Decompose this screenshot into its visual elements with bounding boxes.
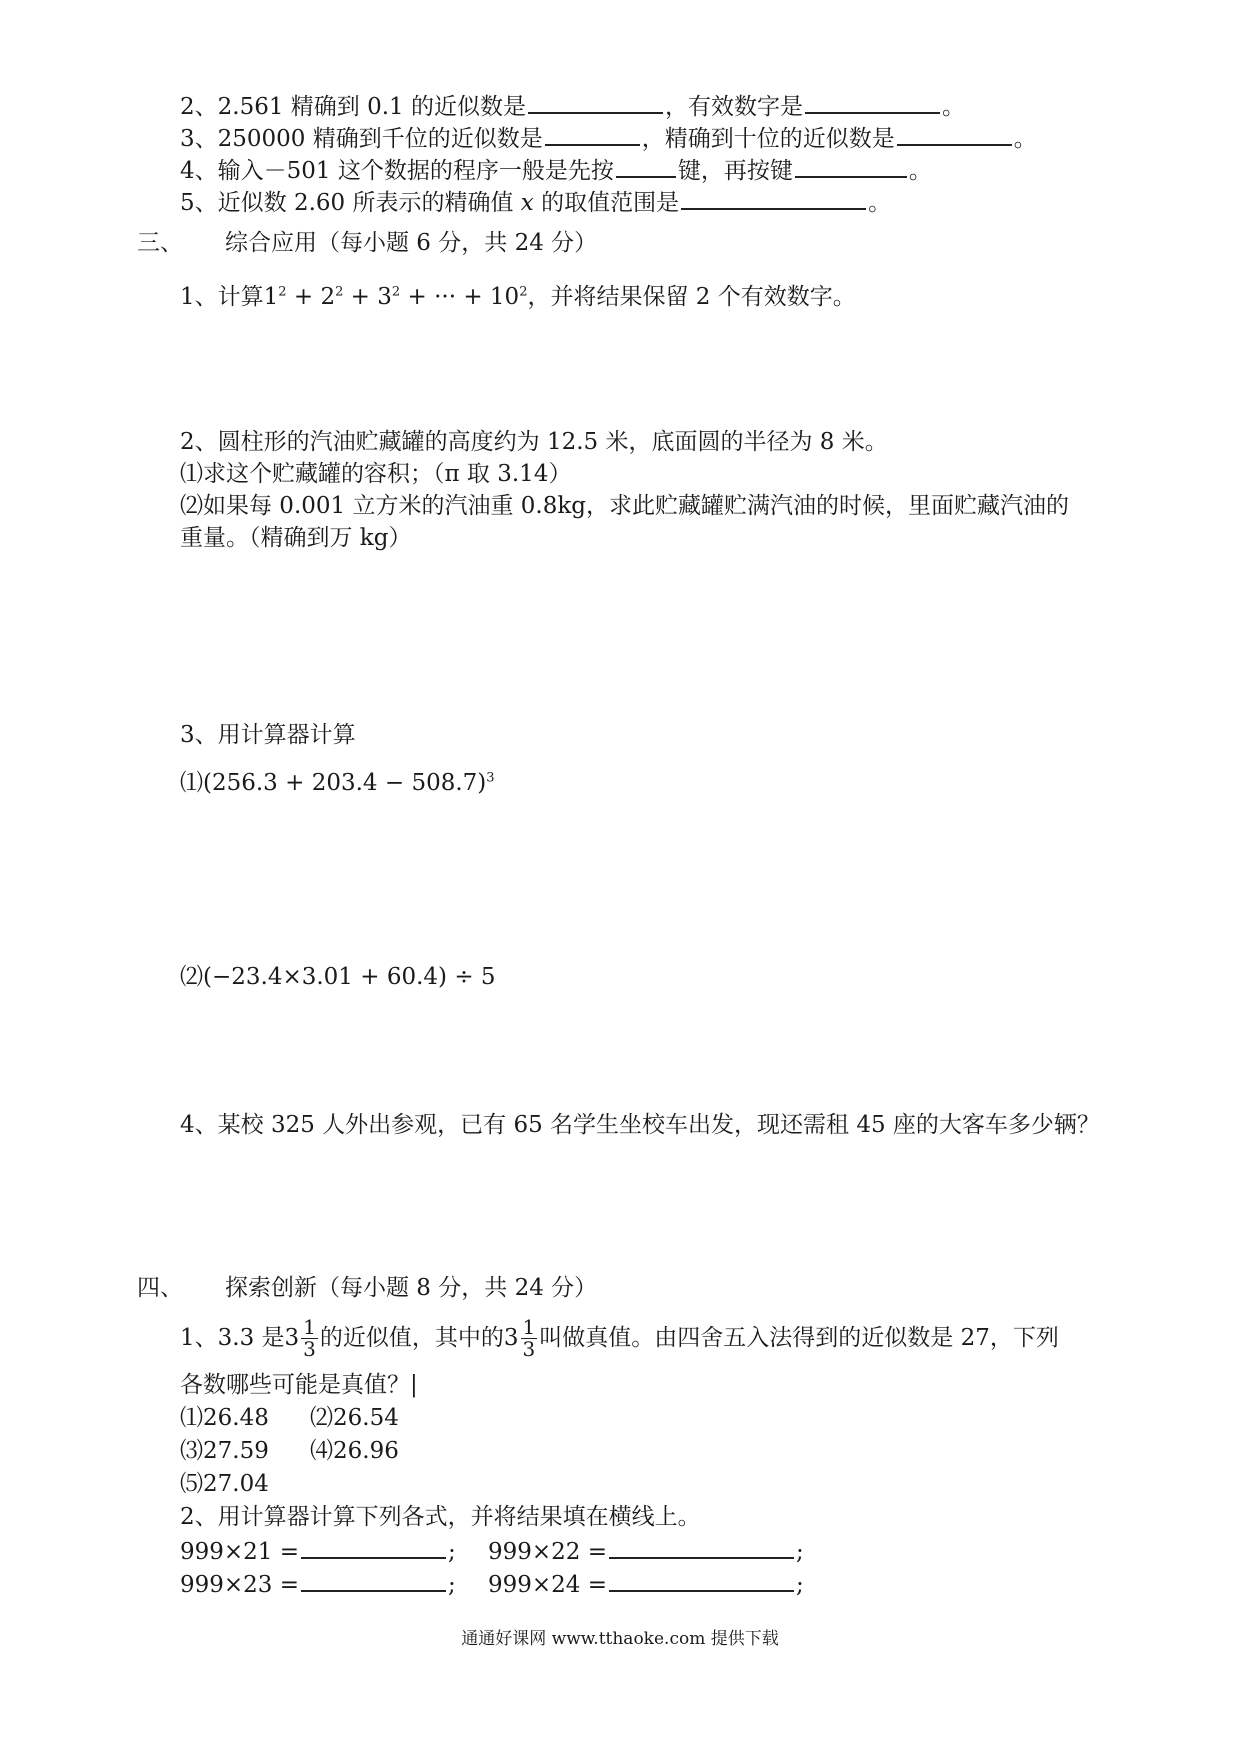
options-row-3: [180, 1469, 269, 1499]
question-text: 1、3.3 是: [180, 1325, 285, 1351]
question-text: ，精确到十位的近似数是: [641, 126, 895, 152]
exponent: 2: [278, 284, 287, 300]
numerator: 1: [522, 1314, 536, 1339]
section-title: 综合应用（每小题 6 分，共 24 分）: [225, 230, 598, 256]
exponent: 2: [391, 284, 401, 300]
question-text: 2、2.561 精确到 0.1 的近似数是: [180, 94, 526, 120]
section-title: 探索创新（每小题 8 分，共 24 分）: [225, 1275, 598, 1301]
expr-term: 1: [263, 284, 279, 310]
fill-question-2: [180, 90, 965, 122]
calc-row-2b: [488, 1568, 804, 1600]
expr-term: + ··· + 10: [400, 284, 520, 310]
question-text: ，并将结果保留 2 个有效数字。: [527, 284, 856, 310]
exponent: 3: [486, 770, 495, 786]
question-text: 4、输入－501 这个数据的程序一般是先按: [180, 158, 614, 184]
section-3-question-2-line-1: 2、圆柱形的汽油贮藏罐的高度约为 12.5 米，底面圆的半径为 8 米。: [180, 429, 888, 455]
fill-question-5: [180, 186, 891, 218]
section-3-question-2-line-3: ⑵如果每 0.001 立方米的汽油重 0.8kg，求此贮藏罐贮满汽油的时候，里面贮藏汽油的: [180, 493, 1070, 519]
section-number: 三、: [137, 230, 183, 256]
option-5: ⑸27.04: [180, 1471, 269, 1497]
calc-row-1b: [488, 1535, 804, 1567]
section-number: 四、: [137, 1275, 183, 1301]
answer-blank[interactable]: [795, 154, 907, 178]
question-text: 键，再按键: [677, 158, 793, 184]
section-3-question-1: [180, 282, 856, 312]
fraction: [521, 1314, 538, 1361]
option-2: ⑵26.54: [310, 1405, 399, 1431]
answer-blank[interactable]: [545, 122, 640, 146]
fraction: [301, 1314, 318, 1361]
variable-x: x: [520, 190, 534, 216]
math-expression: ⑴(256.3 + 203.4 − 508.7): [180, 770, 487, 796]
question-text: 5、近似数 2.60 所表示的精确值: [180, 190, 514, 216]
question-text: 叫做真值。由四舍五入法得到的近似数是 27，下列: [539, 1325, 1059, 1351]
mixed-number: [285, 1316, 320, 1360]
numerator: 1: [303, 1314, 316, 1339]
denominator: 3: [303, 1336, 316, 1361]
exponent: 2: [519, 284, 528, 300]
answer-blank[interactable]: [616, 154, 676, 178]
separator: ;: [796, 1539, 804, 1565]
period: 。: [942, 94, 965, 120]
section-3-question-3-sub-2: ⑵(−23.4×3.01 + 60.4) ÷ 5: [180, 964, 496, 990]
answer-blank[interactable]: [528, 90, 663, 114]
section-4-question-2-title: 2、用计算器计算下列各式，并将结果填在横线上。: [180, 1504, 701, 1530]
section-3-question-2-line-2: ⑴求这个贮藏罐的容积；（π 取 3.14）: [180, 461, 572, 487]
options-row-2: [180, 1436, 399, 1466]
section-4-question-1-line-2: 各数哪些可能是真值？|: [180, 1372, 418, 1398]
question-text: 1、计算: [180, 284, 264, 310]
option-4: ⑷26.96: [310, 1438, 399, 1464]
answer-blank[interactable]: [609, 1535, 794, 1559]
period: 。: [1013, 126, 1037, 152]
option-1: ⑴26.48: [180, 1405, 269, 1431]
section-4-heading: [137, 1273, 597, 1303]
separator: ;: [448, 1539, 456, 1565]
denominator: 3: [522, 1336, 536, 1361]
calc-expression: 999×22 =: [488, 1539, 608, 1565]
answer-blank[interactable]: [805, 90, 940, 114]
whole-part: 3: [284, 1325, 300, 1351]
section-3-question-2-line-4: 重量。（精确到万 kg）: [180, 525, 412, 551]
section-3-heading: [137, 228, 597, 258]
question-text: ，有效数字是: [665, 94, 803, 120]
answer-blank[interactable]: [301, 1535, 446, 1559]
period: 。: [908, 158, 932, 184]
fill-question-3: [180, 122, 1037, 154]
answer-blank[interactable]: [897, 122, 1012, 146]
answer-blank[interactable]: [681, 186, 866, 210]
expr-term: + 2: [286, 284, 336, 310]
section-3-question-3-title: 3、用计算器计算: [180, 722, 356, 748]
answer-blank[interactable]: [301, 1568, 446, 1592]
calc-expression: 999×21 =: [180, 1539, 300, 1565]
options-row-1: [180, 1403, 399, 1433]
answer-blank[interactable]: [609, 1568, 794, 1592]
math-expression: [264, 284, 528, 310]
section-3-question-4: 4、某校 325 人外出参观，已有 65 名学生坐校车出发，现还需租 45 座的大客车多少辆？: [180, 1112, 1100, 1138]
separator: ;: [796, 1572, 804, 1598]
separator: ;: [448, 1572, 456, 1598]
whole-part: 3: [503, 1325, 519, 1351]
option-3: ⑶27.59: [180, 1438, 269, 1464]
question-text: 的取值范围是: [541, 190, 680, 216]
calc-expression: 999×24 =: [488, 1572, 608, 1598]
calc-expression: 999×23 =: [180, 1572, 300, 1598]
page-footer: 通通好课网 www.tthaoke.com 提供下载: [461, 1629, 779, 1649]
section-4-question-1: [180, 1316, 1059, 1360]
calc-row-1: [180, 1535, 456, 1567]
section-3-question-3-sub-1: [180, 768, 495, 798]
question-text: 3、250000 精确到千位的近似数是: [180, 126, 543, 152]
calc-row-2: [180, 1568, 456, 1600]
expr-term: + 3: [343, 284, 392, 310]
mixed-number: [504, 1316, 539, 1360]
exponent: 2: [335, 284, 344, 300]
fill-question-4: [180, 154, 932, 186]
period: 。: [868, 190, 892, 216]
question-text: 的近似值，其中的: [319, 1325, 504, 1351]
